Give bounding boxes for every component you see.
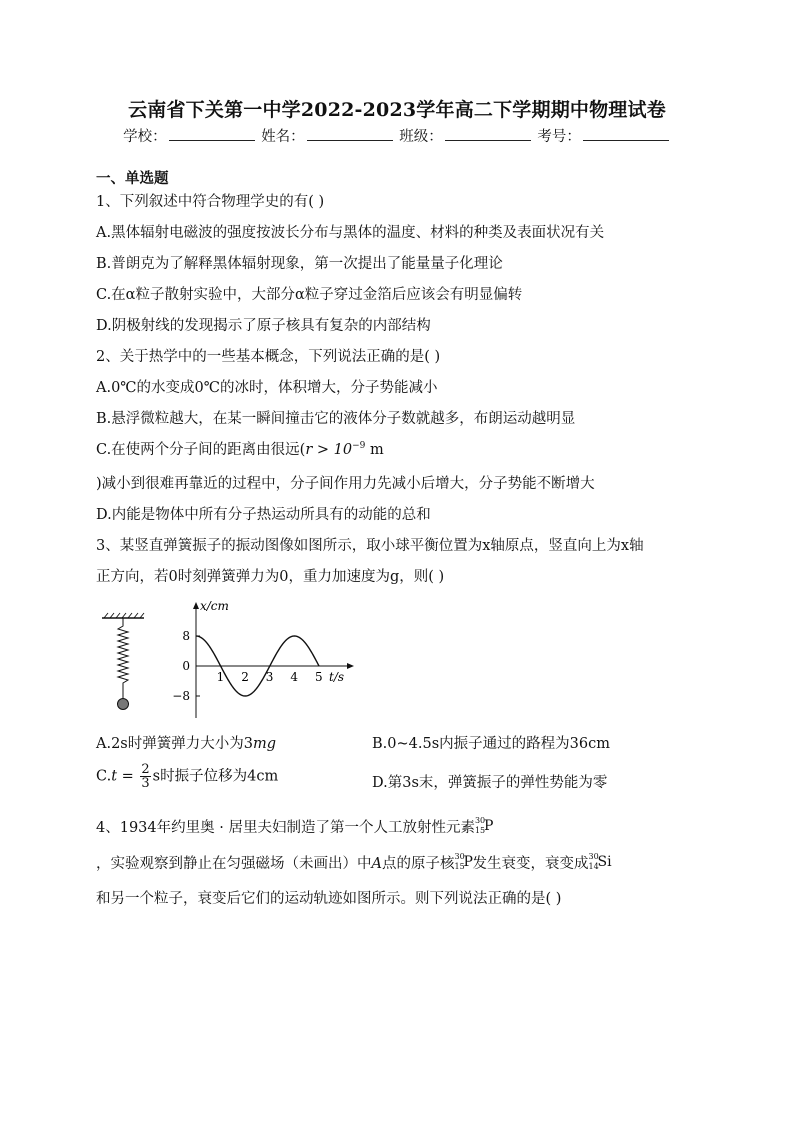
section-heading: 一、单选题: [96, 170, 169, 187]
q3-stem-line2: 正方向，若0时刻弹簧弹力为0，重力加速度为g，则( ): [96, 569, 445, 585]
name-blank[interactable]: [307, 127, 393, 141]
q3-option-a-text: A.2s时弹簧弹力大小为3: [96, 736, 253, 752]
x-tick-label: 2: [241, 670, 249, 684]
q3-option-c-text: s时振子位移为4cm: [152, 768, 279, 785]
exam-number-label: 考号：: [537, 129, 581, 145]
q3-option-c-t: t: [111, 768, 118, 785]
q3-option-c[interactable]: [96, 763, 278, 790]
class-label: 班级：: [399, 129, 443, 145]
q4-line2-mid: 点的原子核: [381, 856, 455, 872]
nuclide-si30: 30 14 Si: [588, 852, 612, 871]
q2-stem: 2、关于热学中的一些基本概念，下列说法正确的是( ): [96, 349, 441, 365]
q3-stem-line1: 3、某竖直弹簧振子的振动图像如图所示，取小球平衡位置为x轴原点，竖直向上为x轴: [96, 538, 644, 554]
q1-option-c[interactable]: C.在α粒子散射实验中，大部分α粒子穿过金箔后应该会有明显偏转: [96, 287, 523, 303]
q2-option-c-text: C.在使两个分子间的距离由很远(: [96, 442, 306, 458]
x-tick-label: 1: [216, 670, 225, 684]
q4-line2-post: 发生衰变，衰变成: [472, 856, 589, 872]
y-tick-label: −8: [172, 689, 190, 703]
x-axis-label: t/s: [329, 670, 345, 684]
q4-line2: [96, 852, 612, 873]
q1-option-b[interactable]: B.普朗克为了解释黑体辐射现象，第一次提出了能量量子化理论: [96, 256, 503, 272]
q4-line2-text: ，实验观察到静止在匀强磁场（未画出）中: [96, 856, 372, 872]
ceiling-icon: [102, 613, 144, 618]
school-label: 学校：: [123, 129, 167, 145]
q3-figure: [96, 600, 356, 720]
page-title: 云南省下关第一中学2022-2023学年高二下学期期中物理试卷: [128, 99, 666, 121]
q2-option-c-unit: m: [365, 442, 384, 458]
q4-line1: [96, 816, 493, 837]
y-axis-label: x/cm: [200, 600, 229, 613]
school-blank[interactable]: [169, 127, 255, 141]
q3-option-a-mg: mg: [252, 736, 277, 752]
nuclide-p30: 30 15 P: [474, 816, 494, 835]
q3-option-c-label: C.: [96, 768, 112, 785]
name-label: 姓名：: [261, 129, 305, 145]
vibration-graph: [172, 600, 354, 718]
spring-icon: [118, 618, 128, 698]
q2-option-c-continued: )减小到很难再靠近的过程中，分子间作用力先减小后增大，分子势能不断增大: [96, 476, 595, 492]
ball-icon: [118, 699, 129, 710]
q3-option-c-eq: =: [117, 768, 139, 785]
q4-line1-text: 4、1934年约里奥 · 居里夫妇制造了第一个人工放射性元素: [96, 820, 475, 836]
q4-line3: 和另一个粒子，衰变后它们的运动轨迹如图所示。则下列说法正确的是( ): [96, 891, 562, 907]
q2-option-d[interactable]: D.内能是物体中所有分子热运动所具有的动能的总和: [96, 507, 431, 523]
q3-option-a[interactable]: [96, 732, 276, 753]
class-blank[interactable]: [445, 127, 531, 141]
q2-option-c[interactable]: [96, 438, 384, 459]
point-a-label: A: [371, 856, 382, 872]
x-axis-arrow-icon: [347, 663, 354, 669]
q1-option-a[interactable]: A.黑体辐射电磁波的强度按波长分布与黑体的温度、材料的种类及表面状况有关: [96, 225, 605, 241]
q2-option-b[interactable]: B.悬浮微粒越大，在某一瞬间撞击它的液体分子数就越多，布朗运动越明显: [96, 411, 576, 427]
x-tick-label: 3: [265, 670, 274, 684]
q3-option-b[interactable]: B.0~4.5s内振子通过的路程为36cm: [372, 736, 610, 752]
student-info-row: [0, 125, 794, 146]
q3-option-c-fraction: $\frac{2}{3}$: [141, 762, 150, 791]
y-axis-arrow-icon: [193, 602, 199, 609]
q2-option-a[interactable]: A.0℃的水变成0℃的冰时，体积增大，分子势能减小: [96, 380, 438, 396]
q1-option-d[interactable]: D.阴极射线的发现揭示了原子核具有复杂的内部结构: [96, 318, 431, 334]
q2-option-c-exponent: −9: [352, 441, 366, 452]
spring-oscillator-figure: [96, 600, 356, 720]
q2-option-c-math: r > 10: [305, 442, 353, 458]
q3-option-d[interactable]: D.第3s末，弹簧振子的弹性势能为零: [372, 775, 608, 791]
y-tick-label: 0: [182, 659, 190, 673]
y-tick-label: 8: [182, 629, 190, 643]
nuclide-p30-inline: 30 15 P: [454, 852, 473, 871]
x-tick-label: 5: [315, 670, 323, 684]
q1-stem: 1、下列叙述中符合物理学史的有( ): [96, 194, 325, 210]
x-tick-label: 4: [290, 670, 299, 684]
exam-number-blank[interactable]: [583, 127, 669, 141]
